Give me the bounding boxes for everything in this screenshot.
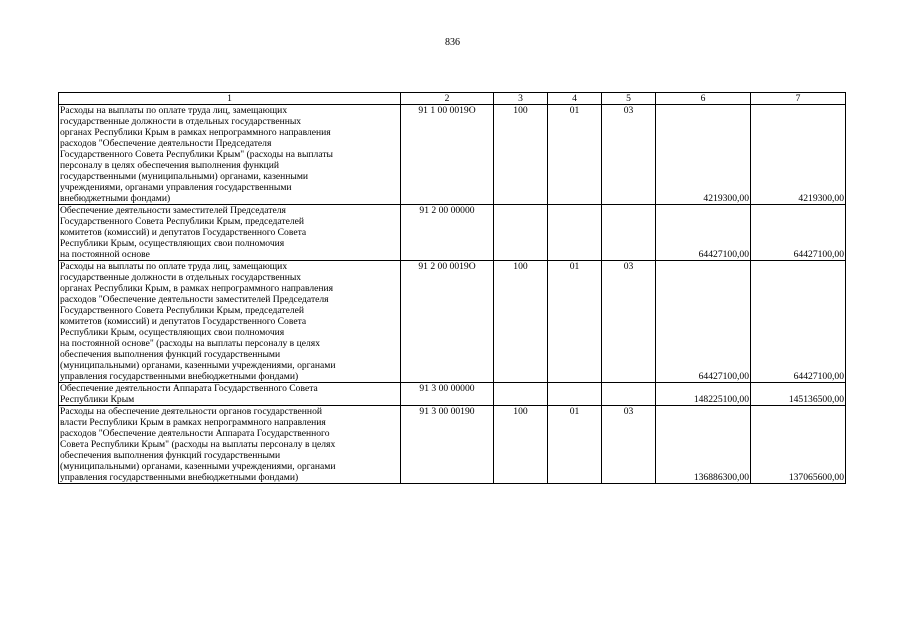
table-row: [59, 406, 846, 484]
row-col3: [494, 383, 548, 406]
row-amount-7: 64427100,00: [751, 261, 846, 383]
row-description: Расходы на выплаты по оплате труда лиц, замещающих государственные должности в отдельных государственных органах Республики Крым, в рамках непрограммного направления расходов "Обеспечение деятельности заместителей Председателя Государственного Совета Республики Крым, председателей комитетов (комиссий) и депутатов Государственного Совета Республики Крым, осуществляющих свои полномочия на постоянной основе" (расходы на выплаты персоналу в целях обеспечения выполнения функций государственными (муниципальными) органами, казенными учреждениями, органами управления государственными внебюджетными фондами): [59, 261, 401, 383]
table-row: [59, 205, 846, 261]
row-amount-7: 64427100,00: [751, 205, 846, 261]
row-code: 91 3 00 00190: [401, 406, 494, 484]
header-row: [59, 93, 846, 105]
row-description: Обеспечение деятельности Аппарата Государственного Совета Республики Крым: [59, 383, 401, 406]
row-col5: 03: [602, 406, 656, 484]
header-cell: 7: [751, 93, 846, 105]
header-cell: 6: [656, 93, 751, 105]
row-col3: 100: [494, 105, 548, 205]
row-amount-7: 4219300,00: [751, 105, 846, 205]
header-cell: 2: [401, 93, 494, 105]
page-number: 836: [445, 37, 460, 48]
row-col5: 03: [602, 105, 656, 205]
table-row: [59, 261, 846, 383]
row-col3: 100: [494, 261, 548, 383]
row-amount-7: 145136500,00: [751, 383, 846, 406]
row-amount-6: 148225100,00: [656, 383, 751, 406]
row-amount-7: 137065600,00: [751, 406, 846, 484]
header-cell: 3: [494, 93, 548, 105]
row-description: Расходы на обеспечение деятельности органов государственной власти Республики Крым в рамках непрограммного направления расходов "Обеспечение деятельности Аппарата Государственного Совета Республики Крым" (расходы на выплаты персоналу в целях обеспечения выполнения функций государственными (муниципальными) органами, казенными учреждениями, органами управления государственными внебюджетными фондами): [59, 406, 401, 484]
row-amount-6: 64427100,00: [656, 205, 751, 261]
row-code: 91 1 00 0019О: [401, 105, 494, 205]
row-col5: [602, 205, 656, 261]
row-col3: [494, 205, 548, 261]
row-amount-6: 136886300,00: [656, 406, 751, 484]
row-col4: [548, 205, 602, 261]
row-col4: 01: [548, 261, 602, 383]
row-code: 91 3 00 00000: [401, 383, 494, 406]
header-cell: 4: [548, 93, 602, 105]
table-row: [59, 383, 846, 406]
row-amount-6: 64427100,00: [656, 261, 751, 383]
header-cell: 1: [59, 93, 401, 105]
row-col5: [602, 383, 656, 406]
row-description: Обеспечение деятельности заместителей Председателя Государственного Совета Республики Крым, председателей комитетов (комиссий) и депутатов Государственного Совета Республики Крым, осуществляющих свои полномочия на постоянной основе: [59, 205, 401, 261]
table-row: [59, 105, 846, 205]
row-amount-6: 4219300,00: [656, 105, 751, 205]
row-col4: 01: [548, 105, 602, 205]
row-col3: 100: [494, 406, 548, 484]
row-col5: 03: [602, 261, 656, 383]
row-description: Расходы на выплаты по оплате труда лиц, замещающих государственные должности в отдельных государственных органах Республики Крым в рамках непрограммного направления расходов "Обеспечение деятельности Председателя Государственного Совета Республики Крым" (расходы на выплаты персоналу в целях обеспечения выполнения функций государственными (муниципальными) органами, казенными учреждениями, органами управления государственными внебюджетными фондами): [59, 105, 401, 205]
row-col4: [548, 383, 602, 406]
row-code: 91 2 00 00000: [401, 205, 494, 261]
row-code: 91 2 00 0019О: [401, 261, 494, 383]
header-cell: 5: [602, 93, 656, 105]
budget-table: [58, 92, 846, 484]
row-col4: 01: [548, 406, 602, 484]
